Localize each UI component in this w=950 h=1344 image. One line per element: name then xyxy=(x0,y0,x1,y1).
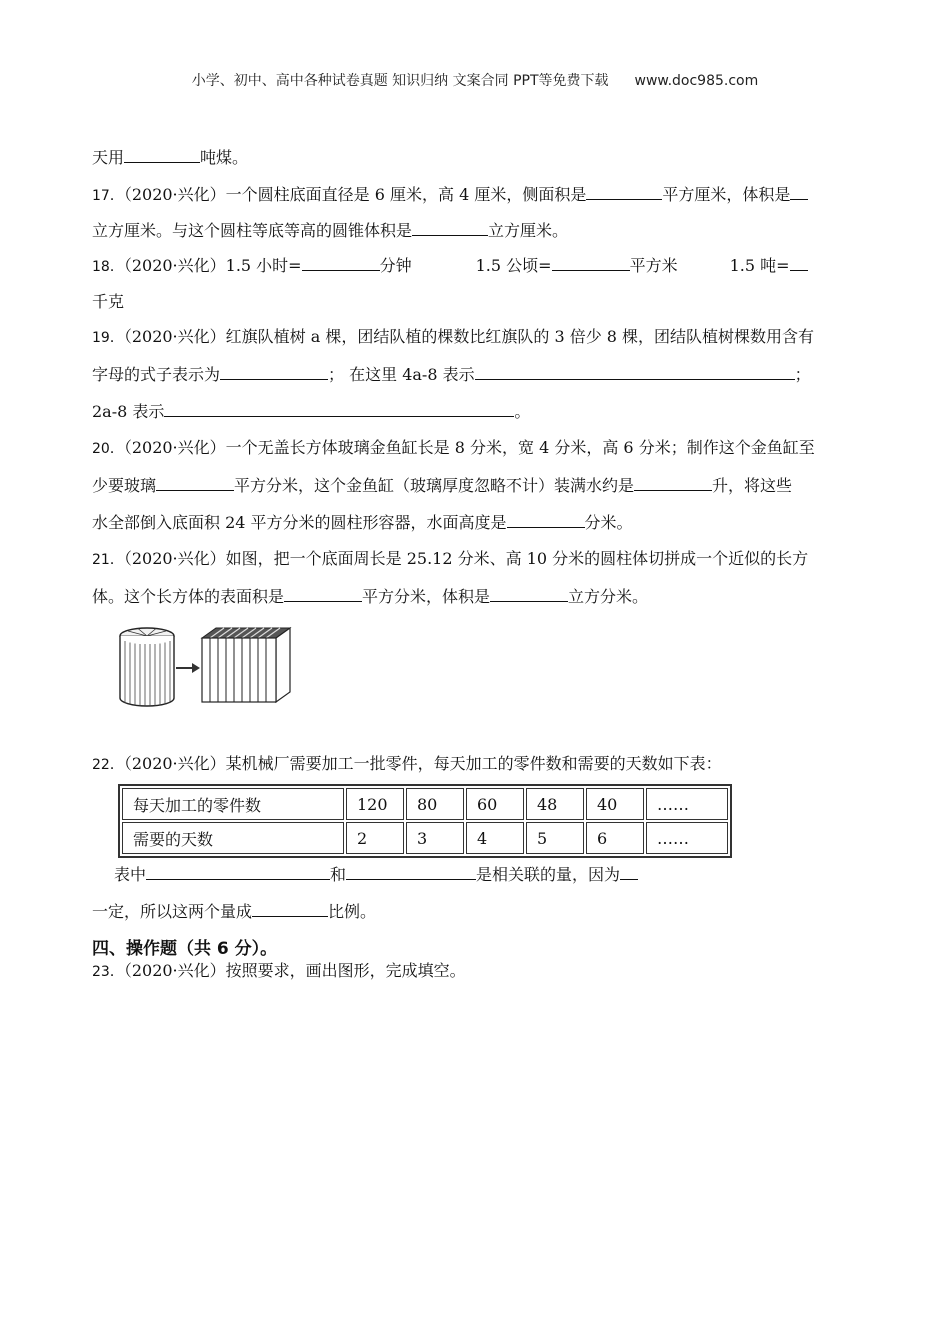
table-cell: 48 xyxy=(526,788,584,820)
q22-blank-3[interactable] xyxy=(620,863,638,880)
q21-number: 21． xyxy=(92,552,124,568)
arrow-right-icon xyxy=(176,663,200,673)
table-cell: …… xyxy=(646,788,728,820)
table-cell: 3 xyxy=(406,822,464,854)
cylinder-to-cuboid-figure xyxy=(116,626,296,708)
q20-text-2: 少要玻璃 xyxy=(92,476,157,495)
q22-text-4: 是相关联的量，因为 xyxy=(476,865,621,884)
table-cell: 40 xyxy=(586,788,644,820)
q20-number: 20． xyxy=(92,441,124,457)
q20-text: 一个无盖长方体玻璃金鱼缸长是 8 分米，宽 4 分米，高 6 分米；制作这个金鱼缸至 xyxy=(225,438,815,457)
q20-source: （2020·兴化） xyxy=(123,438,226,457)
q17-line1 xyxy=(92,183,808,207)
q21-line1 xyxy=(92,548,808,571)
q19-text-2: 字母的式子表示为 xyxy=(92,365,221,384)
q18-source: （2020·兴化） xyxy=(123,256,226,275)
q17-number: 17． xyxy=(92,188,124,204)
q17-blank-2[interactable] xyxy=(790,183,808,200)
q18-c: 1.5 吨= xyxy=(729,256,790,275)
q22-blank-2[interactable] xyxy=(346,863,476,880)
q22-line2 xyxy=(114,863,638,886)
q19-source: （2020·兴化） xyxy=(123,327,226,346)
cuboid-shape xyxy=(202,628,290,702)
q19-blank-3[interactable] xyxy=(164,400,514,417)
q20-text-6: 分米。 xyxy=(584,513,633,532)
q19-line1 xyxy=(92,326,814,349)
q22-text-5: 一定，所以这两个量成 xyxy=(92,902,253,921)
q19-blank-1[interactable] xyxy=(220,363,328,380)
q16-blank[interactable] xyxy=(124,146,200,163)
q19-text-5: 2a-8 表示 xyxy=(92,402,165,421)
page-header xyxy=(0,70,950,90)
q19-text-4: ； xyxy=(794,365,811,384)
q18-blank-3[interactable] xyxy=(790,254,808,271)
q19-blank-2[interactable] xyxy=(475,363,795,380)
q18-a-unit: 分钟 xyxy=(379,256,412,275)
q22-text: 某机械厂需要加工一批零件，每天加工的零件数和需要的天数如下表： xyxy=(225,754,722,773)
q17-text-4: 立方厘米。 xyxy=(488,221,569,240)
q23-text: 按照要求，画出图形，完成填空。 xyxy=(225,961,466,980)
table-cell: 6 xyxy=(586,822,644,854)
q20-blank-3[interactable] xyxy=(507,511,585,528)
table-cell: 120 xyxy=(346,788,404,820)
q17-blank-1[interactable] xyxy=(586,183,662,200)
q20-line1 xyxy=(92,437,815,460)
q21-text-4: 立方分米。 xyxy=(568,587,649,606)
q22-number: 22． xyxy=(92,757,124,773)
table-cell: 60 xyxy=(466,788,524,820)
table-row xyxy=(122,822,728,854)
q22-text-3: 和 xyxy=(330,865,347,884)
q21-blank-2[interactable] xyxy=(490,585,568,602)
q18-c-unit: 千克 xyxy=(92,292,125,311)
q17-text-3: 立方厘米。与这个圆柱等底等高的圆锥体积是 xyxy=(92,221,413,240)
q18-b-unit: 平方米 xyxy=(629,256,678,275)
q21-blank-1[interactable] xyxy=(284,585,362,602)
table-cell: 2 xyxy=(346,822,404,854)
q18-line1 xyxy=(92,254,808,278)
q22-blank-1[interactable] xyxy=(146,863,330,880)
q18-blank-2[interactable] xyxy=(552,254,630,271)
q20-line3 xyxy=(92,511,633,534)
q18-a: 1.5 小时= xyxy=(225,256,302,275)
q17-line2 xyxy=(92,219,568,242)
table-cell: …… xyxy=(646,822,728,854)
q21-text: 如图，把一个底面周长是 25.12 分米、高 10 分米的圆柱体切拼成一个近似的长方 xyxy=(225,549,809,568)
q22-blank-4[interactable] xyxy=(252,900,328,917)
table-cell: 4 xyxy=(466,822,524,854)
section-heading: 四、操作题（共 6 分）。 xyxy=(92,939,278,959)
q21-text-2: 体。这个长方体的表面积是 xyxy=(92,587,285,606)
header-site: www.doc985.com xyxy=(634,73,759,89)
cylinder-shape xyxy=(120,628,174,706)
q20-line2 xyxy=(92,474,792,497)
q19-line2 xyxy=(92,363,811,386)
q19-text-6: 。 xyxy=(514,402,531,421)
q18-line2 xyxy=(92,291,124,313)
q16-tail xyxy=(92,146,248,169)
q21-text-3: 平方分米，体积是 xyxy=(362,587,491,606)
q22-text-6: 比例。 xyxy=(328,902,377,921)
table-cell: 每天加工的零件数 xyxy=(122,788,344,820)
q18-blank-1[interactable] xyxy=(302,254,380,271)
table-row xyxy=(122,788,728,820)
q22-line1 xyxy=(92,753,722,776)
q20-text-4: 升，将这些 xyxy=(712,476,793,495)
q23-number: 23． xyxy=(92,964,124,980)
q16-text-end: 吨煤。 xyxy=(200,148,249,167)
q21-source: （2020·兴化） xyxy=(123,549,226,568)
table-cell: 需要的天数 xyxy=(122,822,344,854)
q17-text-2: 平方厘米，体积是 xyxy=(662,185,791,204)
parts-days-table xyxy=(118,784,732,858)
q19-number: 19． xyxy=(92,330,124,346)
q19-text: 红旗队植树 a 棵，团结队植的棵数比红旗队的 3 倍少 8 棵，团结队植树棵数用含有 xyxy=(225,327,815,346)
q22-text-2: 表中 xyxy=(114,865,147,884)
header-text: 小学、初中、高中各种试卷真题 知识归纳 文案合同 PPT等免费下载 xyxy=(191,73,609,89)
q18-b: 1.5 公顷= xyxy=(475,256,552,275)
table-cell: 5 xyxy=(526,822,584,854)
q20-text-5: 水全部倒入底面积 24 平方分米的圆柱形容器，水面高度是 xyxy=(92,513,507,532)
q20-blank-1[interactable] xyxy=(156,474,234,491)
q22-line3 xyxy=(92,900,376,923)
q20-blank-2[interactable] xyxy=(634,474,712,491)
q17-blank-3[interactable] xyxy=(412,219,488,236)
q17-text: 一个圆柱底面直径是 6 厘米，高 4 厘米，侧面积是 xyxy=(225,185,587,204)
q21-line2 xyxy=(92,585,648,608)
q19-text-3: ； 在这里 4a-8 表示 xyxy=(328,365,475,384)
q23-source: （2020·兴化） xyxy=(123,961,226,980)
q20-text-3: 平方分米，这个金鱼缸（玻璃厚度忽略不计）装满水约是 xyxy=(234,476,635,495)
q16-text: 天用 xyxy=(92,148,125,167)
q22-source: （2020·兴化） xyxy=(123,754,226,773)
q17-source: （2020·兴化） xyxy=(123,185,226,204)
q18-number: 18． xyxy=(92,259,124,275)
q23-line1 xyxy=(92,960,466,983)
table-cell: 80 xyxy=(406,788,464,820)
q19-line3 xyxy=(92,400,530,423)
